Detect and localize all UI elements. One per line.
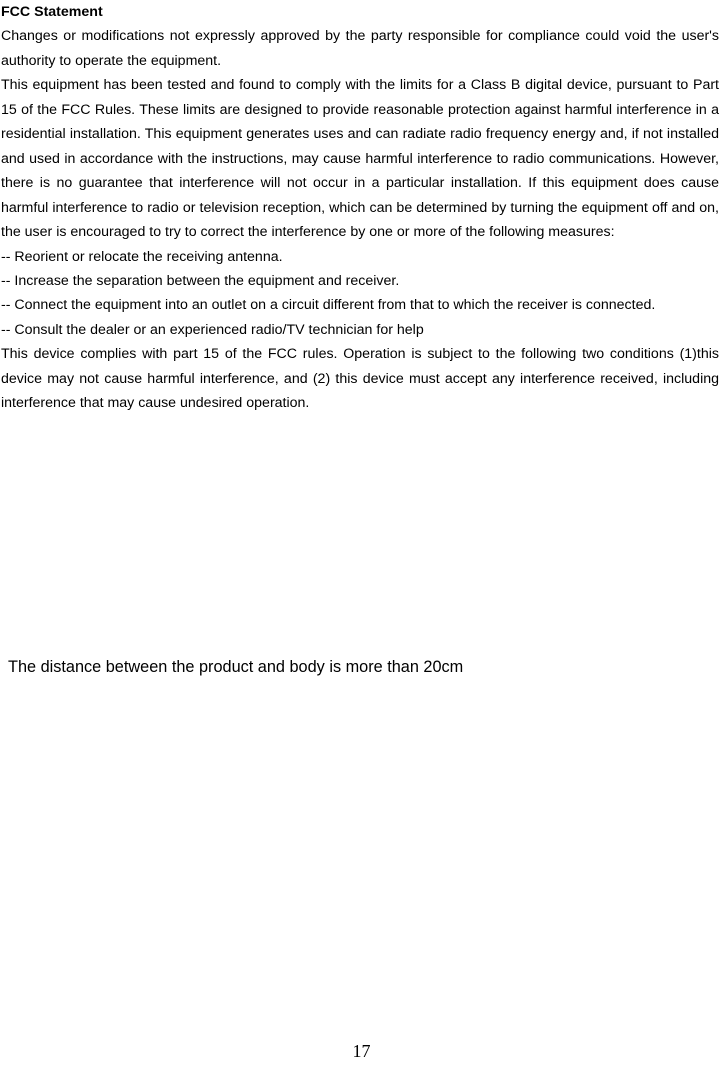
page-number: 17 — [352, 1041, 371, 1061]
measure-reorient-antenna: -- Reorient or relocate the receiving antenna. — [1, 248, 283, 265]
fcc-statement-section — [1, 0, 719, 416]
modification-warning-paragraph: Changes or modifications not expressly approved by the party responsible for compliance could void the user's authority to operate the equipment. — [1, 28, 719, 69]
rf-exposure-distance-note: The distance between the product and body is more than 20cm — [8, 658, 464, 676]
measure-consult-dealer: -- Consult the dealer or an experienced radio/TV technician for help — [1, 321, 424, 338]
measure-different-circuit: -- Connect the equipment into an outlet on a circuit different from that to which the receiver is connected. — [1, 297, 656, 314]
class-b-compliance-paragraph: This equipment has been tested and found to comply with the limits for a Class B digital device, pursuant to Part 15 of the FCC Rules. These limits are designed to provide reasonable protection against harmful interference in a residential installation. This equipment generates uses and can radiate radio frequency energy and, if not installed and used in accordance with the instructions, may cause harmful interference to radio communications. However, there is no guarantee that interference will not occur in a particular installation. If this equipment does cause harmful interference to radio or television reception, which can be determined by turning the equipment off and on, the user is encouraged to try to correct the interference by one or more of the following measures: — [1, 77, 719, 241]
section-heading: FCC Statement — [1, 4, 103, 20]
operating-conditions-paragraph: This device complies with part 15 of the FCC rules. Operation is subject to the following two conditions (1)this device may not cause harmful interference, and (2) this device must accept any interference received, including interference that may cause undesired operation. — [1, 346, 719, 412]
measure-increase-separation: -- Increase the separation between the equipment and receiver. — [1, 272, 400, 289]
